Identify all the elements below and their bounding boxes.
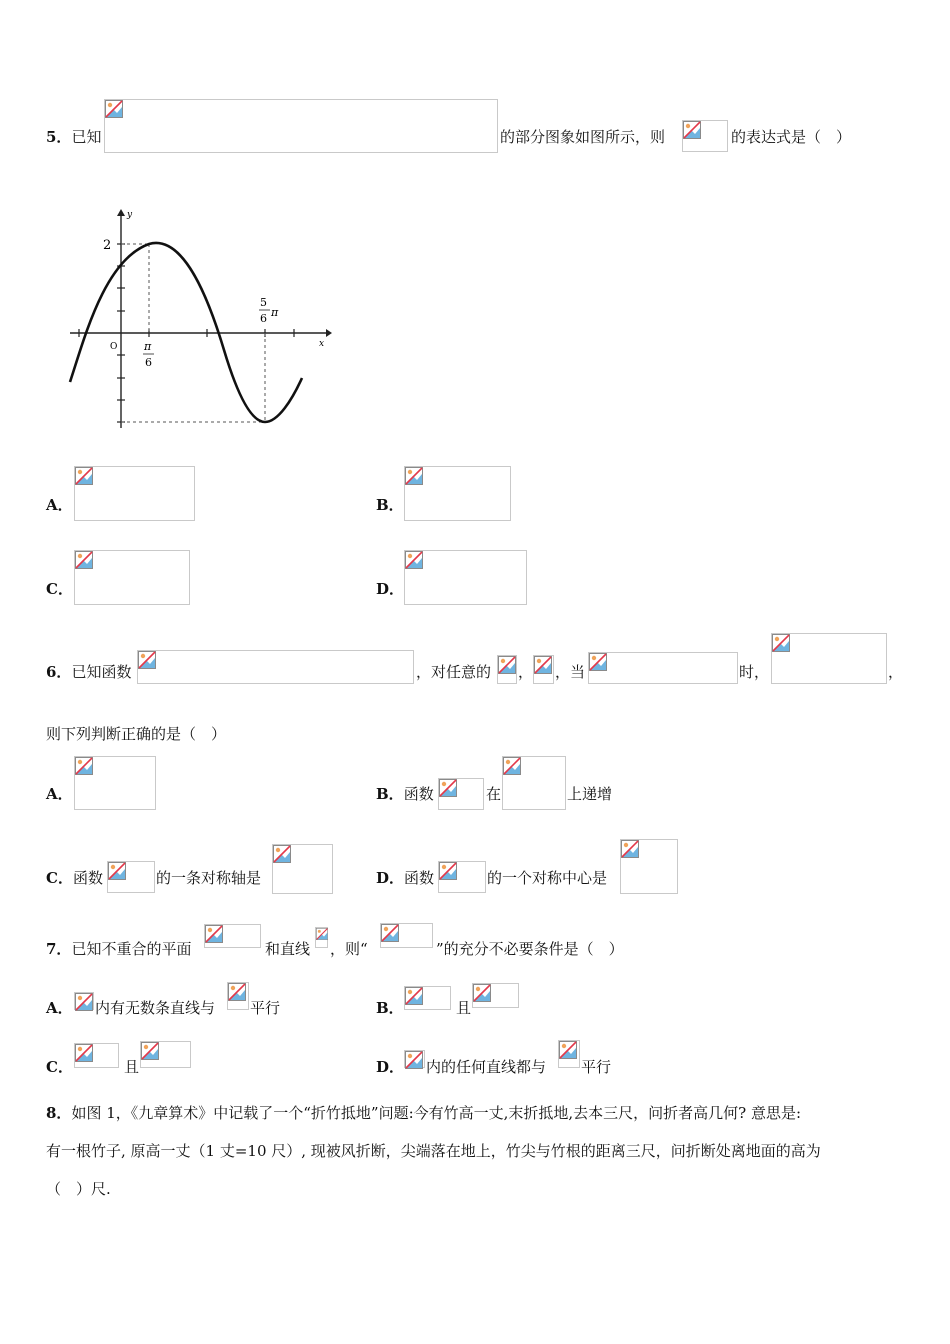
formula-image: [438, 778, 484, 810]
formula-image: [682, 120, 728, 152]
formula-image: [404, 550, 527, 605]
q6-then: 时，: [739, 663, 770, 681]
broken-image-icon: [439, 779, 457, 797]
broken-image-icon: [381, 924, 399, 942]
broken-image-icon: [498, 656, 516, 674]
broken-image-icon: [439, 862, 457, 880]
q8-line2: 有一根竹子, 原高一丈（1 丈=10 尺）, 现被风折断，尖端落在地上，竹尖与竹根的距离三尺，问折断处离地面的高为: [46, 1142, 821, 1160]
broken-image-icon: [405, 987, 423, 1005]
q6-option-b: B．函数: [376, 785, 434, 803]
q5-option-b-label: B．: [376, 496, 404, 514]
q7-option-a-label: A．: [46, 999, 73, 1017]
q8-paragraph: [46, 1094, 906, 1208]
q6-d-end: 的一个对称中心是: [487, 869, 608, 887]
formula-image: [140, 1041, 191, 1068]
broken-image-icon: [105, 100, 123, 118]
y-axis-arrow: [117, 209, 125, 216]
formula-image: [74, 466, 195, 521]
q6-option-a-label: A．: [46, 785, 73, 803]
broken-image-icon: [75, 757, 93, 775]
formula-image: [497, 655, 517, 684]
formula-image: [533, 655, 554, 684]
q8-line1: 8．如图 1，《九章算术》中记载了一个“折竹抵地”问题:今有竹高一丈,末折抵地,去本三尺，问折者高几何? 意思是:: [46, 1104, 802, 1122]
broken-image-icon: [405, 467, 423, 485]
formula-image: [620, 839, 678, 894]
broken-image-icon: [473, 984, 491, 1002]
formula-image: [204, 924, 261, 948]
broken-image-icon: [503, 757, 521, 775]
formula-image: [74, 992, 94, 1010]
broken-image-icon: [621, 840, 639, 858]
q7-number: 7．已知不重合的平面: [46, 940, 192, 958]
x1-numerator: π: [144, 340, 152, 353]
formula-image: [380, 923, 433, 948]
broken-image-icon: [75, 1044, 93, 1062]
broken-image-icon: [559, 1041, 577, 1059]
broken-image-icon: [141, 1042, 159, 1060]
broken-image-icon: [405, 1051, 423, 1069]
broken-image-icon: [316, 928, 328, 940]
q7-option-d-label: D．: [376, 1058, 405, 1076]
q7-a-text1: 内有无数条直线与: [95, 999, 216, 1017]
sine-graph: [64, 200, 334, 440]
x2-denominator: 6: [260, 312, 267, 325]
q5-number: 5．已知: [46, 128, 102, 146]
formula-image: [404, 1050, 425, 1068]
formula-image: [107, 861, 155, 893]
formula-image: [404, 466, 511, 521]
q6-end-comma: ，: [888, 663, 904, 681]
q8-line3: （ ）尺.: [46, 1180, 111, 1198]
q7-end: ”的充分不必要条件是（ ）: [436, 940, 624, 958]
broken-image-icon: [75, 993, 93, 1011]
broken-image-icon: [75, 551, 93, 569]
formula-image: [137, 650, 414, 684]
formula-image: [404, 986, 451, 1010]
y-axis-label: y: [127, 210, 133, 220]
q7-option-c-label: C．: [46, 1058, 73, 1076]
q7-c-and: 且: [124, 1058, 140, 1076]
q7-a-text2: 平行: [250, 999, 281, 1017]
origin-label: O: [110, 342, 118, 352]
q7-then: ，则“: [330, 940, 368, 958]
q7-d-text1: 内的任何直线都与: [426, 1058, 547, 1076]
q6-comma: ，: [518, 663, 534, 681]
q7-option-b-label: B．: [376, 999, 404, 1017]
broken-image-icon: [273, 845, 291, 863]
x1-denominator: 6: [145, 356, 152, 369]
y-max-label: 2: [103, 238, 112, 253]
x2-numerator: 5: [260, 296, 267, 309]
q6-line2: 则下列判断正确的是（ ）: [46, 725, 227, 743]
q6-option-c: C．函数: [46, 869, 103, 887]
x-axis-label: x: [319, 339, 325, 349]
broken-image-icon: [534, 656, 552, 674]
formula-image: [472, 983, 519, 1008]
broken-image-icon: [205, 925, 223, 943]
q5-option-c-label: C．: [46, 580, 73, 598]
q6-when: ，当: [555, 663, 586, 681]
q7-b-and: 且: [456, 999, 472, 1017]
formula-image: [502, 756, 566, 810]
q6-option-d: D．函数: [376, 869, 435, 887]
q6-b-end: 上递增: [567, 785, 613, 803]
q6-c-end: 的一条对称轴是: [156, 869, 262, 887]
q5-text-end: 的表达式是（ ）: [731, 128, 852, 146]
formula-image: [558, 1040, 580, 1068]
q5-text-mid: 的部分图象如图所示，则: [500, 128, 666, 146]
broken-image-icon: [683, 121, 701, 139]
broken-image-icon: [138, 651, 156, 669]
q7-and-line: 和直线: [265, 940, 311, 958]
broken-image-icon: [589, 653, 607, 671]
formula-image: [227, 982, 249, 1010]
formula-image: [104, 99, 498, 153]
formula-image: [74, 1043, 119, 1068]
formula-image: [74, 756, 156, 810]
q6-any: ，对任意的: [416, 663, 492, 681]
x2-pi: π: [271, 306, 279, 319]
formula-image: [771, 633, 887, 684]
q5-option-d-label: D．: [376, 580, 405, 598]
q6-b-in: 在: [486, 785, 502, 803]
formula-image: [74, 550, 190, 605]
broken-image-icon: [228, 983, 246, 1001]
q6-number: 6．已知函数: [46, 663, 132, 681]
broken-image-icon: [405, 551, 423, 569]
formula-image: [438, 861, 486, 893]
q7-d-text2: 平行: [581, 1058, 612, 1076]
formula-image: [315, 927, 328, 948]
broken-image-icon: [75, 467, 93, 485]
q5-option-a-label: A．: [46, 496, 73, 514]
broken-image-icon: [108, 862, 126, 880]
broken-image-icon: [772, 634, 790, 652]
x-axis-arrow: [326, 329, 332, 337]
formula-image: [272, 844, 333, 894]
formula-image: [588, 652, 738, 684]
